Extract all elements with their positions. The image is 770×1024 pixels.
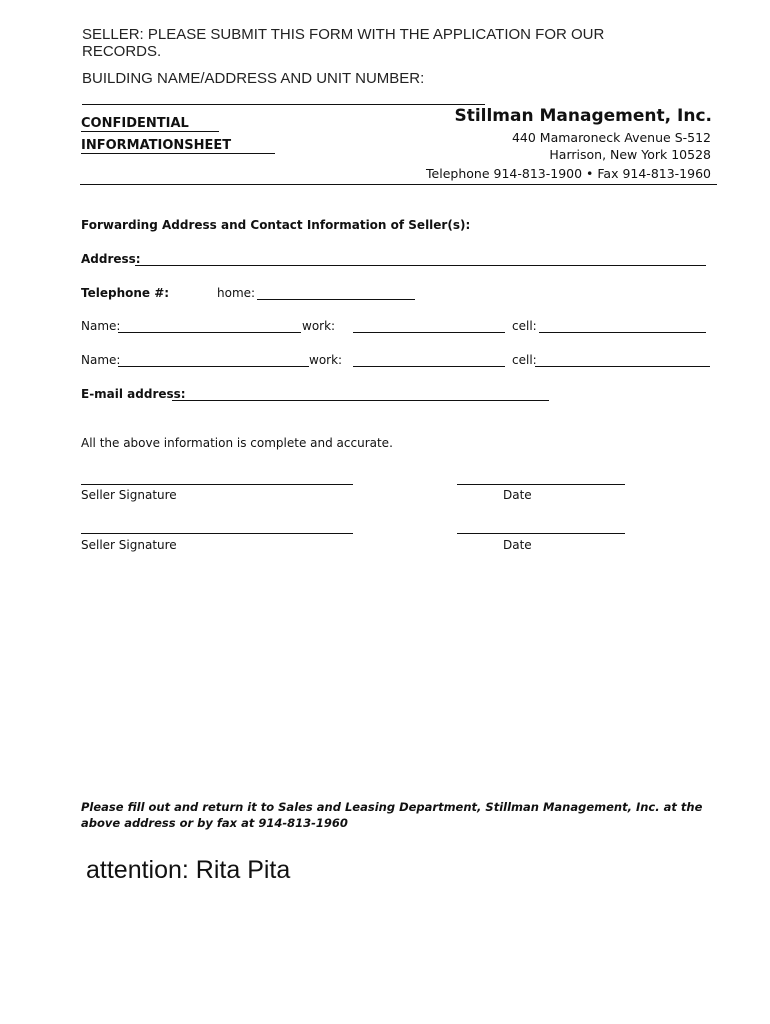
seller-instruction: SELLER: PLEASE SUBMIT THIS FORM WITH THE APPLICATION FOR OUR RECORDS. <box>82 26 605 60</box>
work-phone-field-line-1[interactable] <box>353 332 505 333</box>
work-phone-field-line-2[interactable] <box>353 366 505 367</box>
date-label-1: Date <box>503 488 532 502</box>
name-field-line-2[interactable] <box>118 366 309 367</box>
building-field-line[interactable] <box>82 104 485 105</box>
work-label-1: work: <box>302 319 336 333</box>
address-field-line[interactable] <box>135 265 706 266</box>
title-underline-1 <box>81 131 219 132</box>
date-line-1[interactable] <box>457 484 625 485</box>
email-field-line[interactable] <box>172 400 549 401</box>
address-label: Address: <box>81 252 141 266</box>
seller-signature-label-2: Seller Signature <box>81 538 177 552</box>
company-address-1: 440 Mamaroneck Avenue S-512 <box>511 130 711 145</box>
email-label: E-mail address: <box>81 387 186 401</box>
company-name: Stillman Management, Inc. <box>454 106 712 126</box>
section-heading: Forwarding Address and Contact Information of Seller(s): <box>81 218 471 232</box>
work-label-2: work: <box>309 353 343 367</box>
home-label: home: <box>217 286 256 300</box>
header-divider <box>80 184 717 185</box>
name-label-1: Name: <box>81 319 121 333</box>
return-instructions: Please fill out and return it to Sales and Leasing Department, Stillman Management, Inc. at the above address or by fax at 914-813-1960 <box>81 800 703 830</box>
seller-signature-line-1[interactable] <box>81 484 353 485</box>
cell-label-2: cell: <box>512 353 537 367</box>
attention-note: attention: Rita Pita <box>86 856 291 884</box>
name-label-2: Name: <box>81 353 121 367</box>
telephone-label: Telephone #: <box>81 286 170 300</box>
company-phone-fax: Telephone 914-813-1900 • Fax 914-813-1960 <box>426 166 711 181</box>
title-underline-2 <box>81 153 275 154</box>
date-line-2[interactable] <box>457 533 625 534</box>
name-field-line-1[interactable] <box>118 332 301 333</box>
title-confidential: CONFIDENTIAL <box>81 116 189 131</box>
seller-signature-line-2[interactable] <box>81 533 353 534</box>
cell-label-1: cell: <box>512 319 537 333</box>
cell-phone-field-line-2[interactable] <box>535 366 710 367</box>
seller-signature-label-1: Seller Signature <box>81 488 177 502</box>
certification-text: All the above information is complete and accurate. <box>81 436 393 450</box>
home-phone-field-line[interactable] <box>257 299 415 300</box>
date-label-2: Date <box>503 538 532 552</box>
cell-phone-field-line-1[interactable] <box>539 332 706 333</box>
title-information-sheet: INFORMATIONSHEET <box>81 138 232 153</box>
company-address-2: Harrison, New York 10528 <box>549 147 711 162</box>
building-label: BUILDING NAME/ADDRESS AND UNIT NUMBER: <box>82 70 425 87</box>
